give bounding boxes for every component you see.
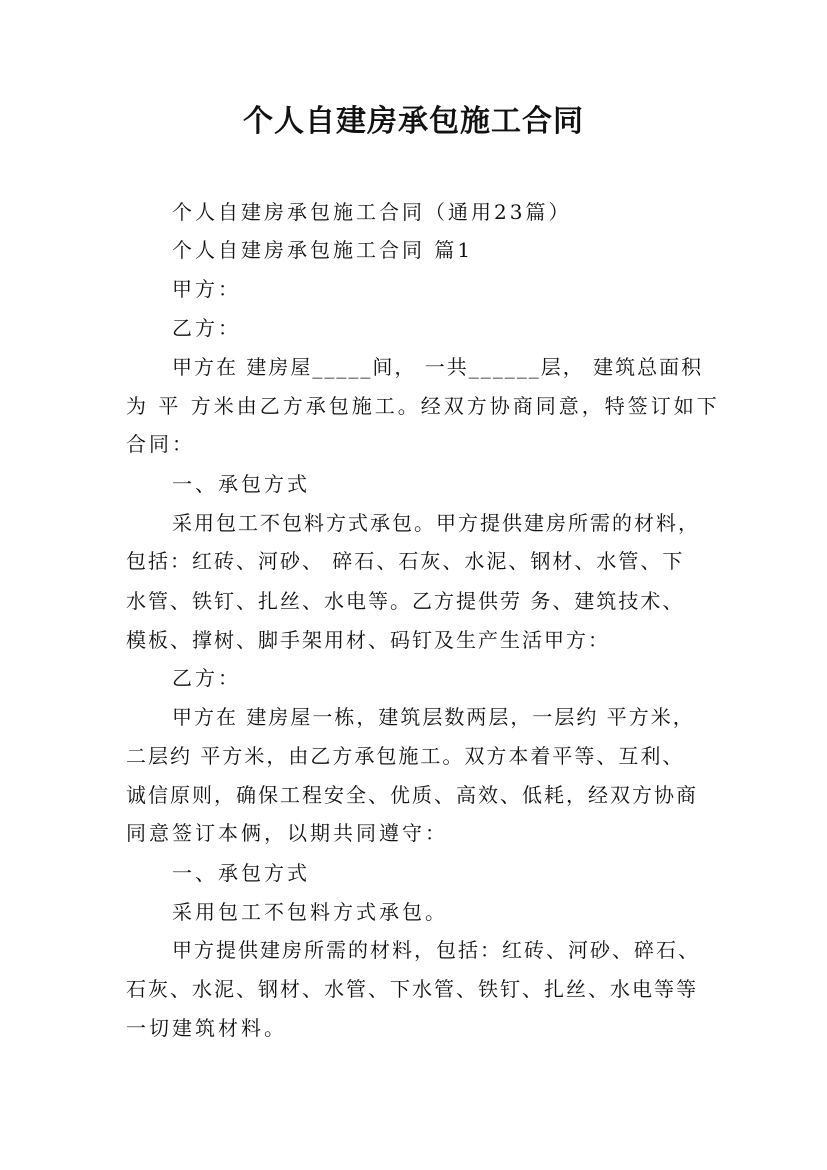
subtitle-line: 个人自建房承包施工合同（通用23篇）: [172, 200, 572, 224]
paragraph-line: 合同：: [126, 432, 195, 456]
paragraph-line: 采用包工不包料方式承包。: [172, 900, 448, 924]
paragraph-line: 包括：红砖、河砂、 碎石、石灰、水泥、钢材、水管、下: [126, 549, 685, 573]
paragraph-line: 水管、铁钉、扎丝、水电等。乙方提供劳 务、建筑技术、: [126, 589, 685, 613]
party-b-label: 乙方：: [172, 666, 241, 690]
paragraph-line: 甲方提供建房所需的材料，包括：红砖、河砂、碎石、: [172, 938, 700, 962]
clause-heading: 一、承包方式: [172, 472, 310, 496]
clause-heading: 一、承包方式: [172, 861, 310, 885]
party-b-label: 乙方：: [172, 316, 241, 340]
document-title: 个人自建房承包施工合同: [243, 104, 584, 139]
paragraph-line: 二层约 平方米，由乙方承包施工。双方本着平等、互利、: [126, 744, 685, 768]
paragraph-line: 模板、撑树、脚手架用材、码钉及生产生活甲方：: [126, 628, 610, 652]
paragraph-line: 甲方在 建房屋一栋，建筑层数两层，一层约 平方米，: [172, 705, 695, 729]
paragraph-line: 甲方在 建房屋_____间， 一共______层， 建筑总面积: [172, 355, 704, 379]
party-a-label: 甲方：: [172, 277, 241, 301]
paragraph-line: 采用包工不包料方式承包。甲方提供建房所需的材料，: [172, 511, 700, 535]
paragraph-line: 石灰、水泥、钢材、水管、下水管、铁钉、扎丝、水电等等: [126, 977, 698, 1001]
paragraph-line: 诚信原则，确保工程安全、优质、高效、低耗，经双方协商: [126, 783, 698, 807]
section-heading: 个人自建房承包施工合同 篇1: [172, 238, 474, 262]
paragraph-line: 一切建筑材料。: [126, 1016, 287, 1040]
paragraph-line: 同意签订本俩，以期共同遵守：: [126, 821, 448, 845]
paragraph-line: 为 平 方米由乙方承包施工。经双方协商同意，特签订如下: [126, 394, 720, 418]
